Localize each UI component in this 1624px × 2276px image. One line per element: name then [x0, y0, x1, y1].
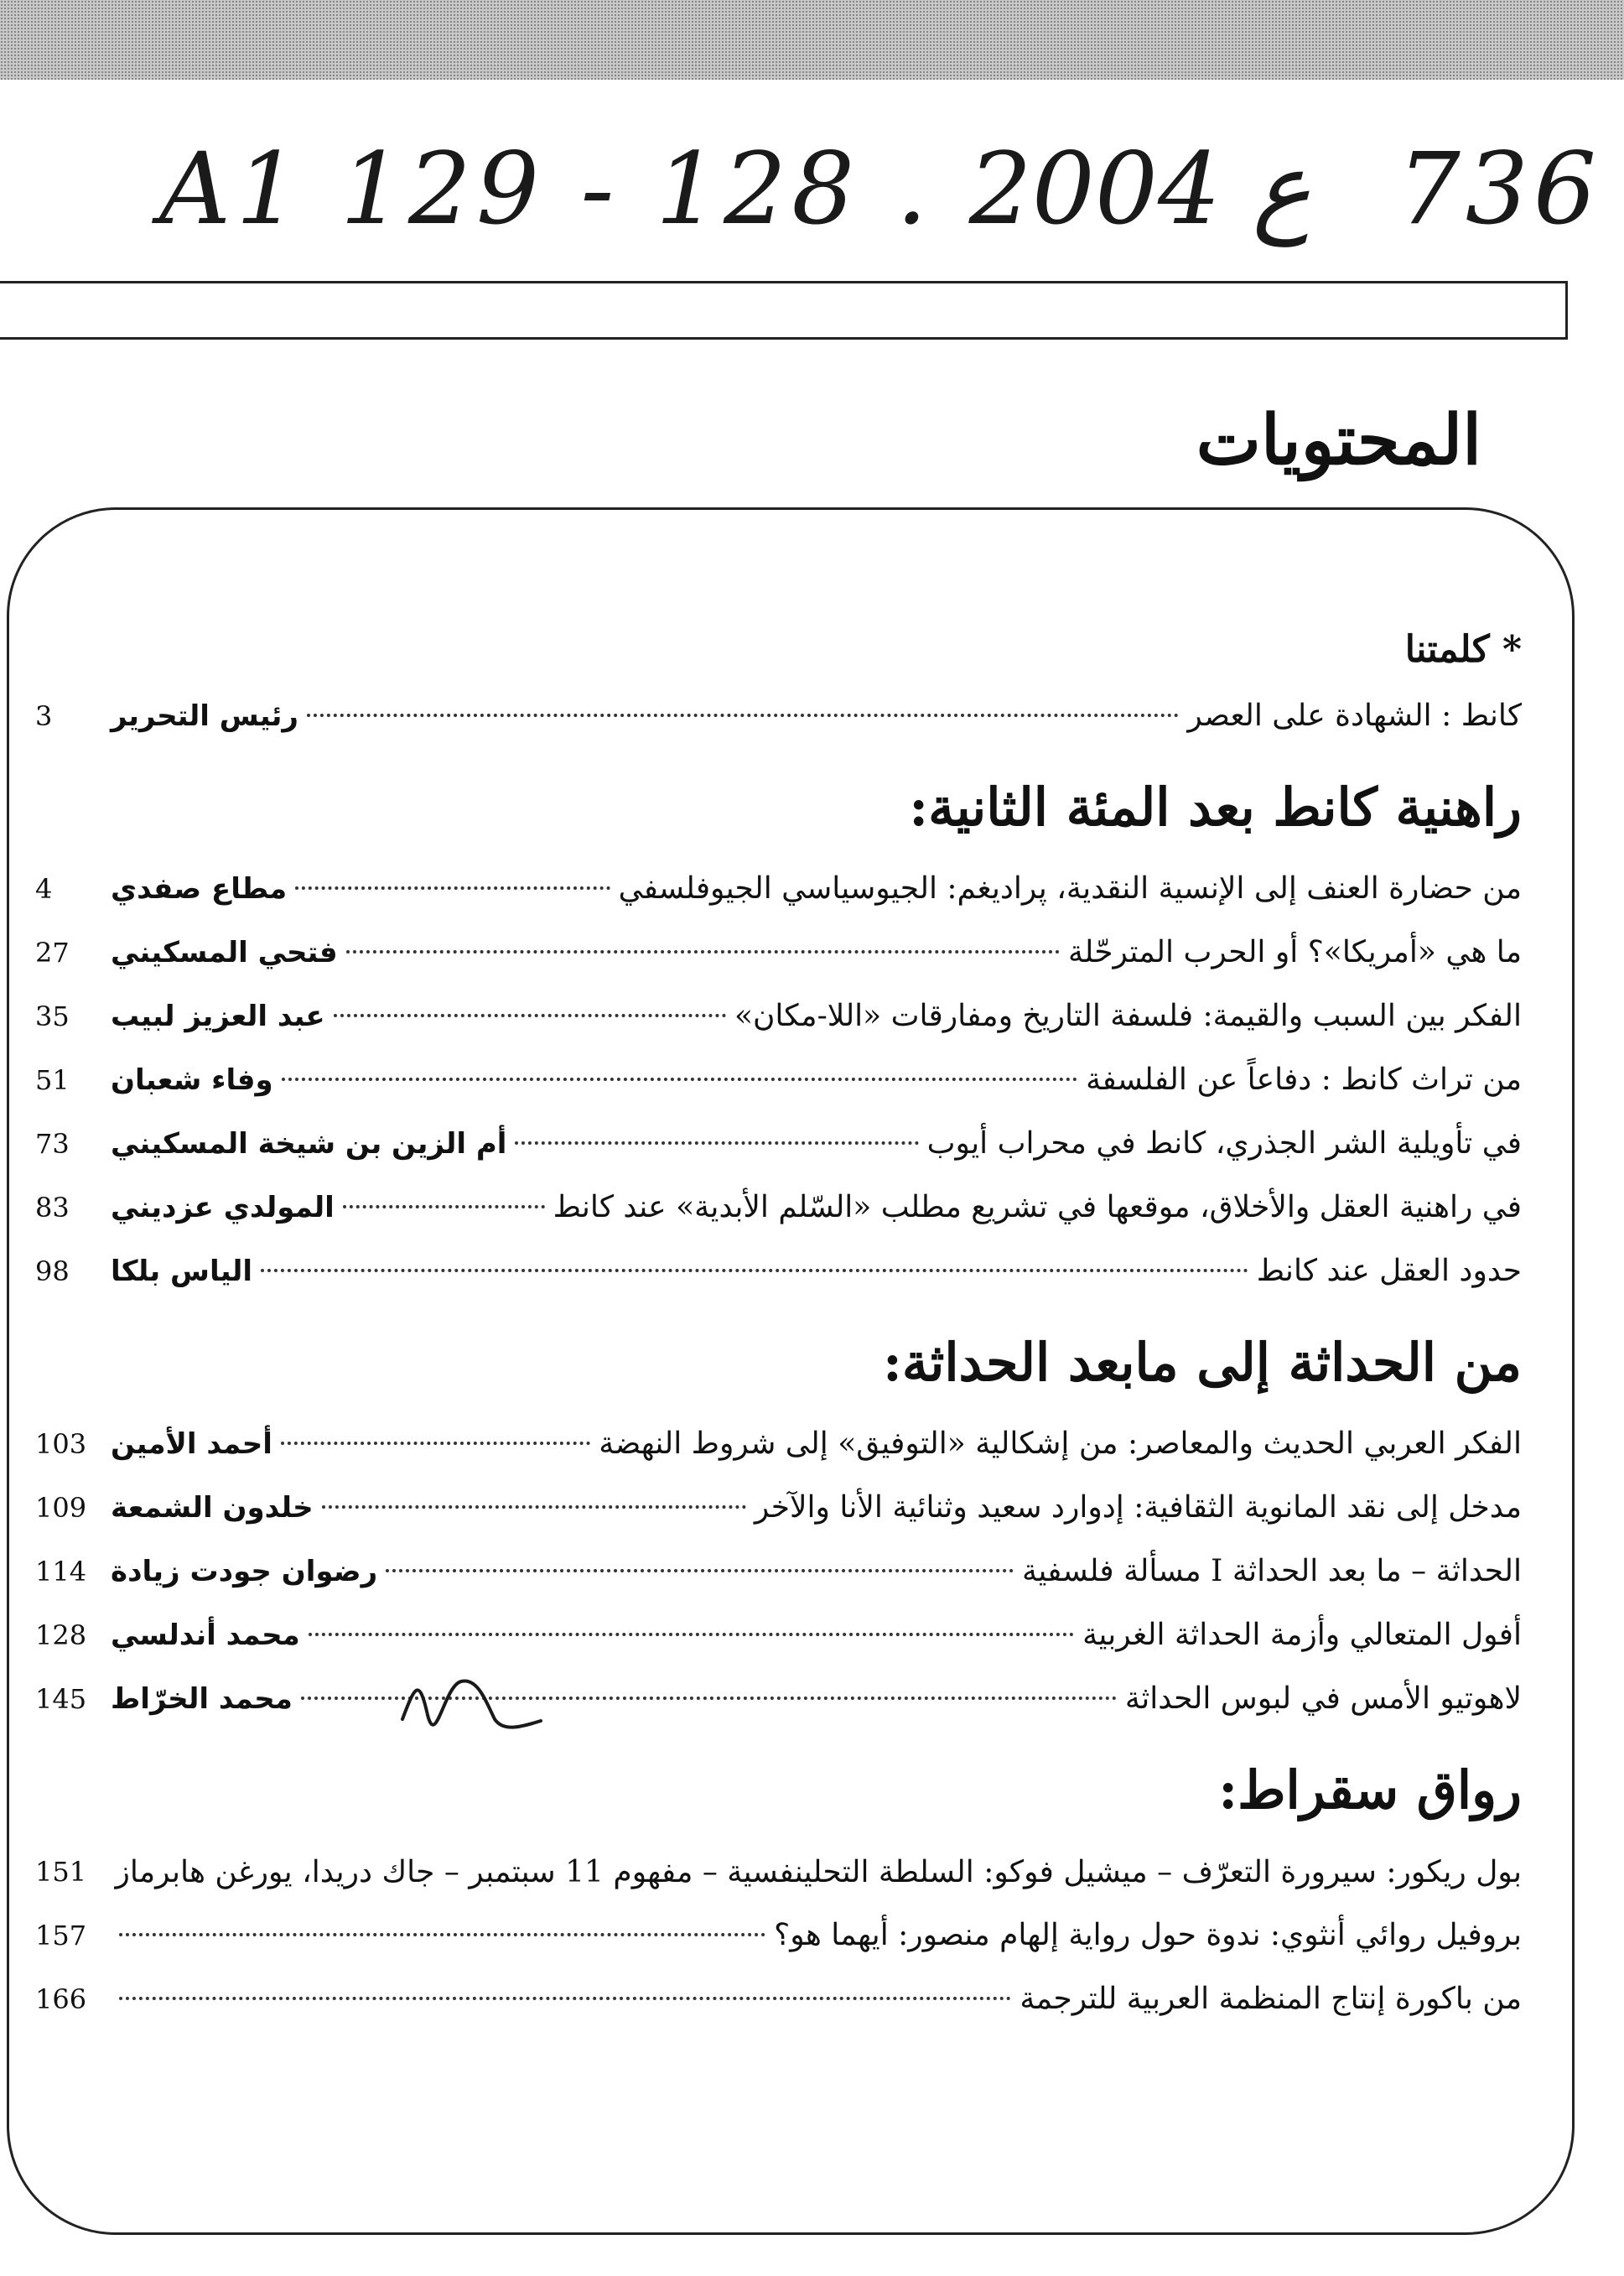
toc-entry[interactable] [25, 1904, 1530, 1967]
dot-leader [334, 1014, 726, 1017]
page-title: المحتويات [1196, 400, 1481, 481]
dot-leader [386, 1569, 1014, 1572]
entry-title: في راهنية العقل والأخلاق، موقعها في تشريع مطلب «السّلم الأبدية» عند كانط [553, 1190, 1522, 1224]
toc-entry[interactable] [25, 1112, 1530, 1176]
entry-title: بول ريكور: سيرورة التعرّف – ميشيل فوكو: السلطة التحلينفسية – مفهوم 11 سبتمبر – جاك دريدا، يورغن هابرماز [115, 1855, 1522, 1889]
entry-page-number: 114 [35, 1556, 87, 1587]
dot-leader [295, 886, 610, 890]
entry-title: بروفيل روائي أنثوي: ندوة حول رواية إلهام منصور: أيهما هو؟ [774, 1918, 1522, 1952]
toc-entry[interactable] [25, 1667, 1530, 1731]
dot-leader [346, 950, 1060, 954]
toc-entry[interactable] [25, 1239, 1530, 1303]
handwritten-signature [394, 1669, 545, 1761]
entry-title: من حضارة العنف إلى الإنسية النقدية، پراديغم: الجيوسياسي الجيوفلسفي [618, 871, 1522, 906]
entry-author: وفاء شعبان [111, 1063, 273, 1097]
toc-entry[interactable] [25, 1476, 1530, 1540]
dot-leader [515, 1141, 918, 1145]
entry-page-number: 128 [35, 1619, 87, 1651]
handwritten-reference [159, 126, 1601, 252]
entry-author: الياس بلكا [111, 1255, 253, 1288]
entry-title: كانط : الشهادة على العصر [1187, 699, 1522, 733]
entry-page-number: 166 [35, 1983, 87, 2015]
entry-page-number: 157 [35, 1920, 87, 1951]
toc-entry[interactable] [25, 1048, 1530, 1112]
dot-leader [119, 1933, 765, 1936]
entry-title: ما هي «أمريكا»؟ أو الحرب المترحّلة [1068, 935, 1522, 969]
entry-page-number: 83 [35, 1192, 70, 1224]
toc-entry[interactable] [25, 857, 1530, 921]
entry-page-number: 109 [35, 1492, 87, 1524]
entry-page-number: 27 [35, 937, 70, 969]
scan-header-band [0, 0, 1624, 80]
entry-page-number: 98 [35, 1255, 70, 1287]
entry-author: المولدي عزديني [111, 1191, 335, 1224]
toc-entry[interactable] [25, 1412, 1530, 1476]
toc-entry[interactable] [25, 1603, 1530, 1667]
dot-leader [282, 1078, 1077, 1081]
dot-leader [261, 1269, 1248, 1272]
dot-leader [307, 714, 1179, 717]
toc-entry[interactable] [25, 921, 1530, 985]
toc-entry[interactable] [25, 1967, 1530, 2031]
toc-entry[interactable] [25, 1540, 1530, 1603]
entry-title: حدود العقل عند كانط [1256, 1254, 1522, 1288]
entry-author: أم الزين بن شيخة المسكيني [111, 1127, 507, 1161]
handwritten-reference-left: A1 129 - 128 . ع 2004 [159, 131, 1311, 247]
entry-page-number: 35 [35, 1000, 70, 1032]
entry-author: محمد أندلسي [111, 1619, 300, 1652]
entry-title: من تراث كانط : دفاعاً عن الفلسفة [1086, 1063, 1522, 1097]
entry-author: عبد العزيز لبيب [111, 1000, 325, 1033]
entry-page-number: 51 [35, 1064, 70, 1096]
entry-page-number: 73 [35, 1128, 70, 1160]
entry-title: الفكر العربي الحديث والمعاصر: من إشكالية «التوفيق» إلى شروط النهضة [599, 1426, 1522, 1461]
table-of-contents [25, 621, 1530, 2031]
dot-leader [281, 1442, 590, 1445]
toc-entry[interactable] [25, 1176, 1530, 1239]
dot-leader [343, 1205, 545, 1208]
toc-entry[interactable] [25, 684, 1530, 748]
entry-author: مطاع صفدي [111, 872, 288, 906]
toc-entry[interactable] [25, 985, 1530, 1048]
toc-entry[interactable] [25, 1840, 1530, 1904]
entry-author: محمد الخرّاط [111, 1682, 293, 1716]
entry-author: فتحي المسكيني [111, 936, 338, 969]
header-frame-bar [0, 281, 1568, 340]
entry-author: أحمد الأمين [111, 1427, 272, 1461]
dot-leader [119, 1997, 1011, 2000]
entry-author: خلدون الشمعة [111, 1491, 314, 1525]
entry-title: مدخل إلى نقد المانوية الثقافية: إدوارد سعيد وثنائية الأنا والآخر [754, 1490, 1522, 1525]
entry-author: رئيس التحرير [111, 699, 298, 733]
entry-page-number: 151 [35, 1856, 87, 1888]
handwritten-reference-right: 736 [1397, 131, 1601, 247]
entry-page-number: 4 [35, 873, 53, 905]
signature-stroke [402, 1681, 541, 1727]
entry-page-number: 3 [35, 700, 53, 732]
section-heading: راهنية كانط بعد المئة الثانية: [909, 777, 1522, 838]
entry-title: الحداثة – ما بعد الحداثة I مسألة فلسفية [1022, 1554, 1522, 1588]
section-heading: رواق سقراط: [1218, 1759, 1522, 1821]
dot-leader [322, 1505, 746, 1509]
section-heading: من الحداثة إلى مابعد الحداثة: [882, 1332, 1522, 1393]
entry-title: في تأويلية الشر الجذري، كانط في محراب أيوب [926, 1126, 1522, 1161]
entry-title: أفول المتعالي وأزمة الحداثة الغربية [1082, 1618, 1522, 1652]
dot-leader [309, 1633, 1074, 1636]
entry-title: الفكر بين السبب والقيمة: فلسفة التاريخ ومفارقات «اللا-مكان» [734, 999, 1522, 1033]
entry-title: لاهوتيو الأمس في لبوس الحداثة [1124, 1681, 1522, 1716]
entry-title: من باكورة إنتاج المنظمة العربية للترجمة [1020, 1982, 1522, 2016]
entry-page-number: 103 [35, 1428, 87, 1460]
entry-author: رضوان جودت زيادة [111, 1555, 378, 1588]
editorial-heading: * كلمتنا [1404, 628, 1522, 671]
entry-page-number: 145 [35, 1683, 87, 1715]
